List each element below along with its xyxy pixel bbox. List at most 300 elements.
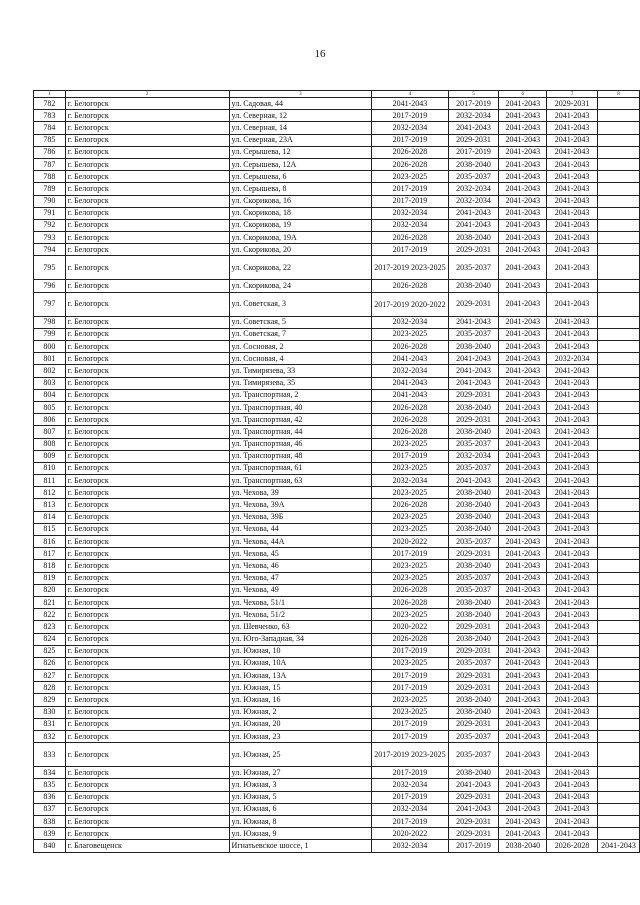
period-col4: 2020-2022 <box>372 536 448 548</box>
row-number: 802 <box>34 365 66 377</box>
period-col7: 2041-2043 <box>547 195 598 207</box>
period-col4: 2026-2028 <box>372 232 448 244</box>
row-number: 815 <box>34 523 66 535</box>
period-col6: 2041-2043 <box>499 536 547 548</box>
period-col5: 2029-2031 <box>448 815 499 827</box>
period-col6: 2041-2043 <box>499 657 547 669</box>
period-col4: 2032-2034 <box>372 316 448 328</box>
period-col6: 2041-2043 <box>499 98 547 110</box>
period-col5: 2032-2034 <box>448 110 499 122</box>
period-col4: 2023-2025 <box>372 462 448 474</box>
table-row <box>34 389 640 401</box>
period-col4: 2017-2019 <box>372 183 448 195</box>
period-col7: 2041-2043 <box>547 401 598 413</box>
period-col6: 2041-2043 <box>499 171 547 183</box>
row-number: 813 <box>34 499 66 511</box>
period-col5: 2035-2037 <box>448 328 499 340</box>
period-col6: 2041-2043 <box>499 292 547 316</box>
period-col7: 2041-2043 <box>547 183 598 195</box>
period-col6: 2041-2043 <box>499 414 547 426</box>
period-col8 <box>597 146 639 158</box>
period-col4: 2023-2025 <box>372 572 448 584</box>
period-col4: 2026-2028 <box>372 280 448 292</box>
period-col6: 2041-2043 <box>499 743 547 767</box>
period-col4: 2023-2025 <box>372 609 448 621</box>
period-col4: 2020-2022 <box>372 621 448 633</box>
period-col6: 2041-2043 <box>499 645 547 657</box>
period-col6: 2041-2043 <box>499 438 547 450</box>
period-col4: 2032-2034 <box>372 122 448 134</box>
period-col7: 2041-2043 <box>547 633 598 645</box>
period-col4: 2017-2019 2020-2022 <box>372 292 448 316</box>
city-cell: г. Белогорск <box>65 426 229 438</box>
period-col8 <box>597 316 639 328</box>
period-col8 <box>597 110 639 122</box>
period-col4: 2017-2019 <box>372 195 448 207</box>
table-row <box>34 122 640 134</box>
col-header: 6 <box>499 91 547 98</box>
table-row <box>34 316 640 328</box>
city-cell: г. Белогорск <box>65 183 229 195</box>
period-col5: 2029-2031 <box>448 389 499 401</box>
period-col4: 2026-2028 <box>372 426 448 438</box>
period-col7: 2041-2043 <box>547 207 598 219</box>
period-col4: 2017-2019 <box>372 110 448 122</box>
table-row <box>34 499 640 511</box>
period-col4: 2023-2025 <box>372 511 448 523</box>
row-number: 835 <box>34 779 66 791</box>
city-cell: г. Белогорск <box>65 316 229 328</box>
table-row <box>34 195 640 207</box>
row-number: 787 <box>34 158 66 170</box>
period-col6: 2041-2043 <box>499 232 547 244</box>
period-col8 <box>597 584 639 596</box>
address-cell: ул. Транспортная, 48 <box>229 450 372 462</box>
city-cell: г. Белогорск <box>65 499 229 511</box>
address-cell: ул. Транспортная, 63 <box>229 475 372 487</box>
period-col8 <box>597 171 639 183</box>
row-number: 801 <box>34 353 66 365</box>
period-col8 <box>597 499 639 511</box>
table-row <box>34 158 640 170</box>
col-header: 3 <box>229 91 372 98</box>
address-cell: ул. Южная, 23 <box>229 731 372 743</box>
table-row <box>34 731 640 743</box>
address-cell: ул. Транспортная, 2 <box>229 389 372 401</box>
table-row <box>34 682 640 694</box>
table-row <box>34 791 640 803</box>
table-row <box>34 244 640 256</box>
period-col6: 2041-2043 <box>499 244 547 256</box>
period-col7: 2041-2043 <box>547 828 598 840</box>
table-row <box>34 183 640 195</box>
address-cell: ул. Южная, 5 <box>229 791 372 803</box>
period-col6: 2041-2043 <box>499 426 547 438</box>
period-col6: 2041-2043 <box>499 828 547 840</box>
period-col8 <box>597 389 639 401</box>
period-col7: 2041-2043 <box>547 110 598 122</box>
period-col7: 2041-2043 <box>547 657 598 669</box>
period-col5: 2029-2031 <box>448 134 499 146</box>
period-col7: 2041-2043 <box>547 536 598 548</box>
period-col7: 2041-2043 <box>547 475 598 487</box>
period-col7: 2041-2043 <box>547 426 598 438</box>
address-cell: ул. Чехова, 49 <box>229 584 372 596</box>
period-col5: 2029-2031 <box>448 791 499 803</box>
period-col5: 2035-2037 <box>448 462 499 474</box>
header-row <box>34 91 640 98</box>
address-cell: ул. Садовая, 44 <box>229 98 372 110</box>
address-cell: ул. Южная, 13А <box>229 670 372 682</box>
row-number: 789 <box>34 183 66 195</box>
row-number: 784 <box>34 122 66 134</box>
col-header: 7 <box>547 91 598 98</box>
period-col8 <box>597 341 639 353</box>
period-col5: 2035-2037 <box>448 584 499 596</box>
address-cell: ул. Южная, 20 <box>229 718 372 730</box>
table-row <box>34 462 640 474</box>
address-cell: ул. Скорикова, 24 <box>229 280 372 292</box>
table-row <box>34 353 640 365</box>
period-col5: 2038-2040 <box>448 511 499 523</box>
city-cell: г. Белогорск <box>65 438 229 450</box>
period-col4: 2020-2022 <box>372 828 448 840</box>
period-col8 <box>597 487 639 499</box>
period-col4: 2026-2028 <box>372 146 448 158</box>
city-cell: г. Белогорск <box>65 706 229 718</box>
period-col6: 2041-2043 <box>499 560 547 572</box>
period-col5: 2035-2037 <box>448 657 499 669</box>
period-col8 <box>597 438 639 450</box>
period-col5: 2035-2037 <box>448 572 499 584</box>
address-cell: ул. Чехова, 51/1 <box>229 596 372 608</box>
period-col8 <box>597 731 639 743</box>
address-cell: ул. Южная, 6 <box>229 803 372 815</box>
address-cell: ул. Южная, 16 <box>229 694 372 706</box>
period-col7: 2041-2043 <box>547 609 598 621</box>
city-cell: г. Белогорск <box>65 815 229 827</box>
table-row <box>34 438 640 450</box>
period-col5: 2035-2037 <box>448 536 499 548</box>
period-col8 <box>597 244 639 256</box>
period-col7: 2041-2043 <box>547 292 598 316</box>
row-number: 796 <box>34 280 66 292</box>
period-col8 <box>597 828 639 840</box>
period-col6: 2041-2043 <box>499 731 547 743</box>
city-cell: г. Белогорск <box>65 377 229 389</box>
period-col6: 2041-2043 <box>499 609 547 621</box>
table-row <box>34 146 640 158</box>
address-cell: ул. Тимирязева, 35 <box>229 377 372 389</box>
period-col5: 2035-2037 <box>448 256 499 280</box>
period-col5: 2029-2031 <box>448 548 499 560</box>
period-col5: 2038-2040 <box>448 706 499 718</box>
table-row <box>34 328 640 340</box>
row-number: 827 <box>34 670 66 682</box>
period-col7: 2041-2043 <box>547 779 598 791</box>
period-col4: 2032-2034 <box>372 840 448 852</box>
row-number: 825 <box>34 645 66 657</box>
period-col7: 2041-2043 <box>547 523 598 535</box>
period-col8 <box>597 219 639 231</box>
period-col7: 2041-2043 <box>547 365 598 377</box>
period-col8 <box>597 572 639 584</box>
address-cell: ул. Северная, 23А <box>229 134 372 146</box>
period-col7: 2041-2043 <box>547 560 598 572</box>
city-cell: г. Белогорск <box>65 791 229 803</box>
period-col5: 2029-2031 <box>448 244 499 256</box>
row-number: 822 <box>34 609 66 621</box>
period-col8 <box>597 779 639 791</box>
city-cell: г. Белогорск <box>65 134 229 146</box>
city-cell: г. Белогорск <box>65 731 229 743</box>
period-col6: 2041-2043 <box>499 487 547 499</box>
address-cell: ул. Транспортная, 46 <box>229 438 372 450</box>
period-col4: 2026-2028 <box>372 499 448 511</box>
period-col6: 2041-2043 <box>499 511 547 523</box>
table-row <box>34 280 640 292</box>
table-row <box>34 609 640 621</box>
table-row <box>34 767 640 779</box>
col-header: 4 <box>372 91 448 98</box>
period-col6: 2041-2043 <box>499 548 547 560</box>
period-col7: 2041-2043 <box>547 377 598 389</box>
city-cell: г. Белогорск <box>65 694 229 706</box>
period-col6: 2041-2043 <box>499 158 547 170</box>
city-cell: г. Белогорск <box>65 195 229 207</box>
row-number: 824 <box>34 633 66 645</box>
period-col6: 2041-2043 <box>499 596 547 608</box>
period-col5: 2041-2043 <box>448 475 499 487</box>
city-cell: г. Белогорск <box>65 572 229 584</box>
period-col4: 2032-2034 <box>372 207 448 219</box>
period-col8 <box>597 645 639 657</box>
period-col6: 2041-2043 <box>499 767 547 779</box>
city-cell: г. Белогорск <box>65 280 229 292</box>
row-number: 808 <box>34 438 66 450</box>
period-col4: 2041-2043 <box>372 389 448 401</box>
address-cell: ул. Транспортная, 61 <box>229 462 372 474</box>
col-header: 1 <box>34 91 66 98</box>
row-number: 840 <box>34 840 66 852</box>
period-col7: 2041-2043 <box>547 803 598 815</box>
table-row <box>34 743 640 767</box>
period-col4: 2023-2025 <box>372 523 448 535</box>
address-cell: ул. Серышева, 6 <box>229 171 372 183</box>
period-col4: 2023-2025 <box>372 328 448 340</box>
address-cell: ул. Серышева, 8 <box>229 183 372 195</box>
city-cell: г. Белогорск <box>65 609 229 621</box>
period-col7: 2041-2043 <box>547 414 598 426</box>
table-row <box>34 584 640 596</box>
address-cell: ул. Скорикова, 18 <box>229 207 372 219</box>
period-col4: 2017-2019 <box>372 718 448 730</box>
period-col8 <box>597 670 639 682</box>
period-col5: 2038-2040 <box>448 596 499 608</box>
table-row <box>34 401 640 413</box>
period-col8: 2041-2043 <box>597 840 639 852</box>
table-row <box>34 511 640 523</box>
table-row <box>34 219 640 231</box>
row-number: 831 <box>34 718 66 730</box>
period-col5: 2038-2040 <box>448 499 499 511</box>
period-col8 <box>597 706 639 718</box>
period-col5: 2029-2031 <box>448 621 499 633</box>
row-number: 819 <box>34 572 66 584</box>
period-col8 <box>597 475 639 487</box>
period-col5: 2038-2040 <box>448 401 499 413</box>
table-row <box>34 134 640 146</box>
period-col8 <box>597 523 639 535</box>
city-cell: г. Белогорск <box>65 621 229 633</box>
period-col5: 2029-2031 <box>448 682 499 694</box>
address-cell: ул. Транспортная, 40 <box>229 401 372 413</box>
city-cell: г. Белогорск <box>65 682 229 694</box>
period-col6: 2041-2043 <box>499 462 547 474</box>
address-cell: ул. Южная, 27 <box>229 767 372 779</box>
period-col5: 2029-2031 <box>448 718 499 730</box>
city-cell: г. Белогорск <box>65 511 229 523</box>
row-number: 816 <box>34 536 66 548</box>
period-col8 <box>597 682 639 694</box>
row-number: 782 <box>34 98 66 110</box>
period-col6: 2041-2043 <box>499 377 547 389</box>
address-cell: ул. Сосновая, 2 <box>229 341 372 353</box>
address-cell: ул. Серышева, 12А <box>229 158 372 170</box>
period-col8 <box>597 511 639 523</box>
period-col7: 2041-2043 <box>547 731 598 743</box>
city-cell: г. Белогорск <box>65 536 229 548</box>
period-col6: 2041-2043 <box>499 682 547 694</box>
period-col5: 2017-2019 <box>448 146 499 158</box>
period-col6: 2041-2043 <box>499 219 547 231</box>
period-col8 <box>597 207 639 219</box>
period-col8 <box>597 426 639 438</box>
period-col8 <box>597 365 639 377</box>
city-cell: г. Белогорск <box>65 560 229 572</box>
period-col8 <box>597 328 639 340</box>
address-cell: ул. Скорикова, 19 <box>229 219 372 231</box>
row-number: 838 <box>34 815 66 827</box>
period-col7: 2041-2043 <box>547 815 598 827</box>
period-col8 <box>597 694 639 706</box>
period-col6: 2041-2043 <box>499 134 547 146</box>
period-col5: 2035-2037 <box>448 171 499 183</box>
row-number: 797 <box>34 292 66 316</box>
period-col5: 2041-2043 <box>448 803 499 815</box>
table-row <box>34 232 640 244</box>
row-number: 795 <box>34 256 66 280</box>
period-col7: 2041-2043 <box>547 328 598 340</box>
period-col7: 2041-2043 <box>547 122 598 134</box>
period-col4: 2017-2019 <box>372 682 448 694</box>
period-col6: 2041-2043 <box>499 389 547 401</box>
period-col8 <box>597 377 639 389</box>
col-header: 8 <box>597 91 639 98</box>
address-cell: ул. Северная, 12 <box>229 110 372 122</box>
row-number: 836 <box>34 791 66 803</box>
period-col7: 2041-2043 <box>547 341 598 353</box>
address-cell: ул. Чехова, 46 <box>229 560 372 572</box>
period-col4: 2017-2019 <box>372 731 448 743</box>
row-number: 828 <box>34 682 66 694</box>
row-number: 839 <box>34 828 66 840</box>
period-col7: 2041-2043 <box>547 232 598 244</box>
row-number: 792 <box>34 219 66 231</box>
table-row <box>34 670 640 682</box>
period-col6: 2041-2043 <box>499 694 547 706</box>
row-number: 830 <box>34 706 66 718</box>
period-col4: 2023-2025 <box>372 657 448 669</box>
row-number: 798 <box>34 316 66 328</box>
city-cell: г. Белогорск <box>65 244 229 256</box>
period-col5: 2041-2043 <box>448 316 499 328</box>
row-number: 829 <box>34 694 66 706</box>
city-cell: г. Белогорск <box>65 232 229 244</box>
row-number: 811 <box>34 475 66 487</box>
period-col5: 2038-2040 <box>448 560 499 572</box>
register-table <box>33 90 640 853</box>
table-row <box>34 536 640 548</box>
row-number: 823 <box>34 621 66 633</box>
period-col5: 2041-2043 <box>448 207 499 219</box>
city-cell: г. Белогорск <box>65 487 229 499</box>
table-row <box>34 828 640 840</box>
period-col8 <box>597 596 639 608</box>
period-col7: 2032-2034 <box>547 353 598 365</box>
address-cell: ул. Скорикова, 22 <box>229 256 372 280</box>
period-col7: 2041-2043 <box>547 316 598 328</box>
address-cell: ул. Скорикова, 19А <box>229 232 372 244</box>
period-col7: 2041-2043 <box>547 694 598 706</box>
city-cell: г. Белогорск <box>65 365 229 377</box>
period-col4: 2017-2019 <box>372 548 448 560</box>
table-row <box>34 110 640 122</box>
period-col7: 2041-2043 <box>547 767 598 779</box>
period-col5: 2032-2034 <box>448 450 499 462</box>
period-col6: 2041-2043 <box>499 341 547 353</box>
table-row <box>34 572 640 584</box>
period-col7: 2041-2043 <box>547 596 598 608</box>
period-col5: 2038-2040 <box>448 609 499 621</box>
period-col8 <box>597 256 639 280</box>
period-col6: 2038-2040 <box>499 840 547 852</box>
city-cell: г. Белогорск <box>65 828 229 840</box>
period-col6: 2041-2043 <box>499 110 547 122</box>
period-col7: 2041-2043 <box>547 280 598 292</box>
period-col8 <box>597 98 639 110</box>
table-row <box>34 256 640 280</box>
period-col6: 2041-2043 <box>499 718 547 730</box>
address-cell: Игнатьевское шоссе, 1 <box>229 840 372 852</box>
address-cell: ул. Серышева, 12 <box>229 146 372 158</box>
period-col5: 2029-2031 <box>448 292 499 316</box>
period-col4: 2017-2019 2023-2025 <box>372 256 448 280</box>
period-col7: 2026-2028 <box>547 840 598 852</box>
city-cell: г. Белогорск <box>65 523 229 535</box>
row-number: 783 <box>34 110 66 122</box>
period-col6: 2041-2043 <box>499 353 547 365</box>
address-cell: ул. Шевченко, 63 <box>229 621 372 633</box>
period-col7: 2041-2043 <box>547 146 598 158</box>
period-col6: 2041-2043 <box>499 499 547 511</box>
city-cell: г. Белогорск <box>65 146 229 158</box>
period-col6: 2041-2043 <box>499 280 547 292</box>
table-row <box>34 596 640 608</box>
period-col6: 2041-2043 <box>499 316 547 328</box>
period-col8 <box>597 815 639 827</box>
city-cell: г. Белогорск <box>65 341 229 353</box>
